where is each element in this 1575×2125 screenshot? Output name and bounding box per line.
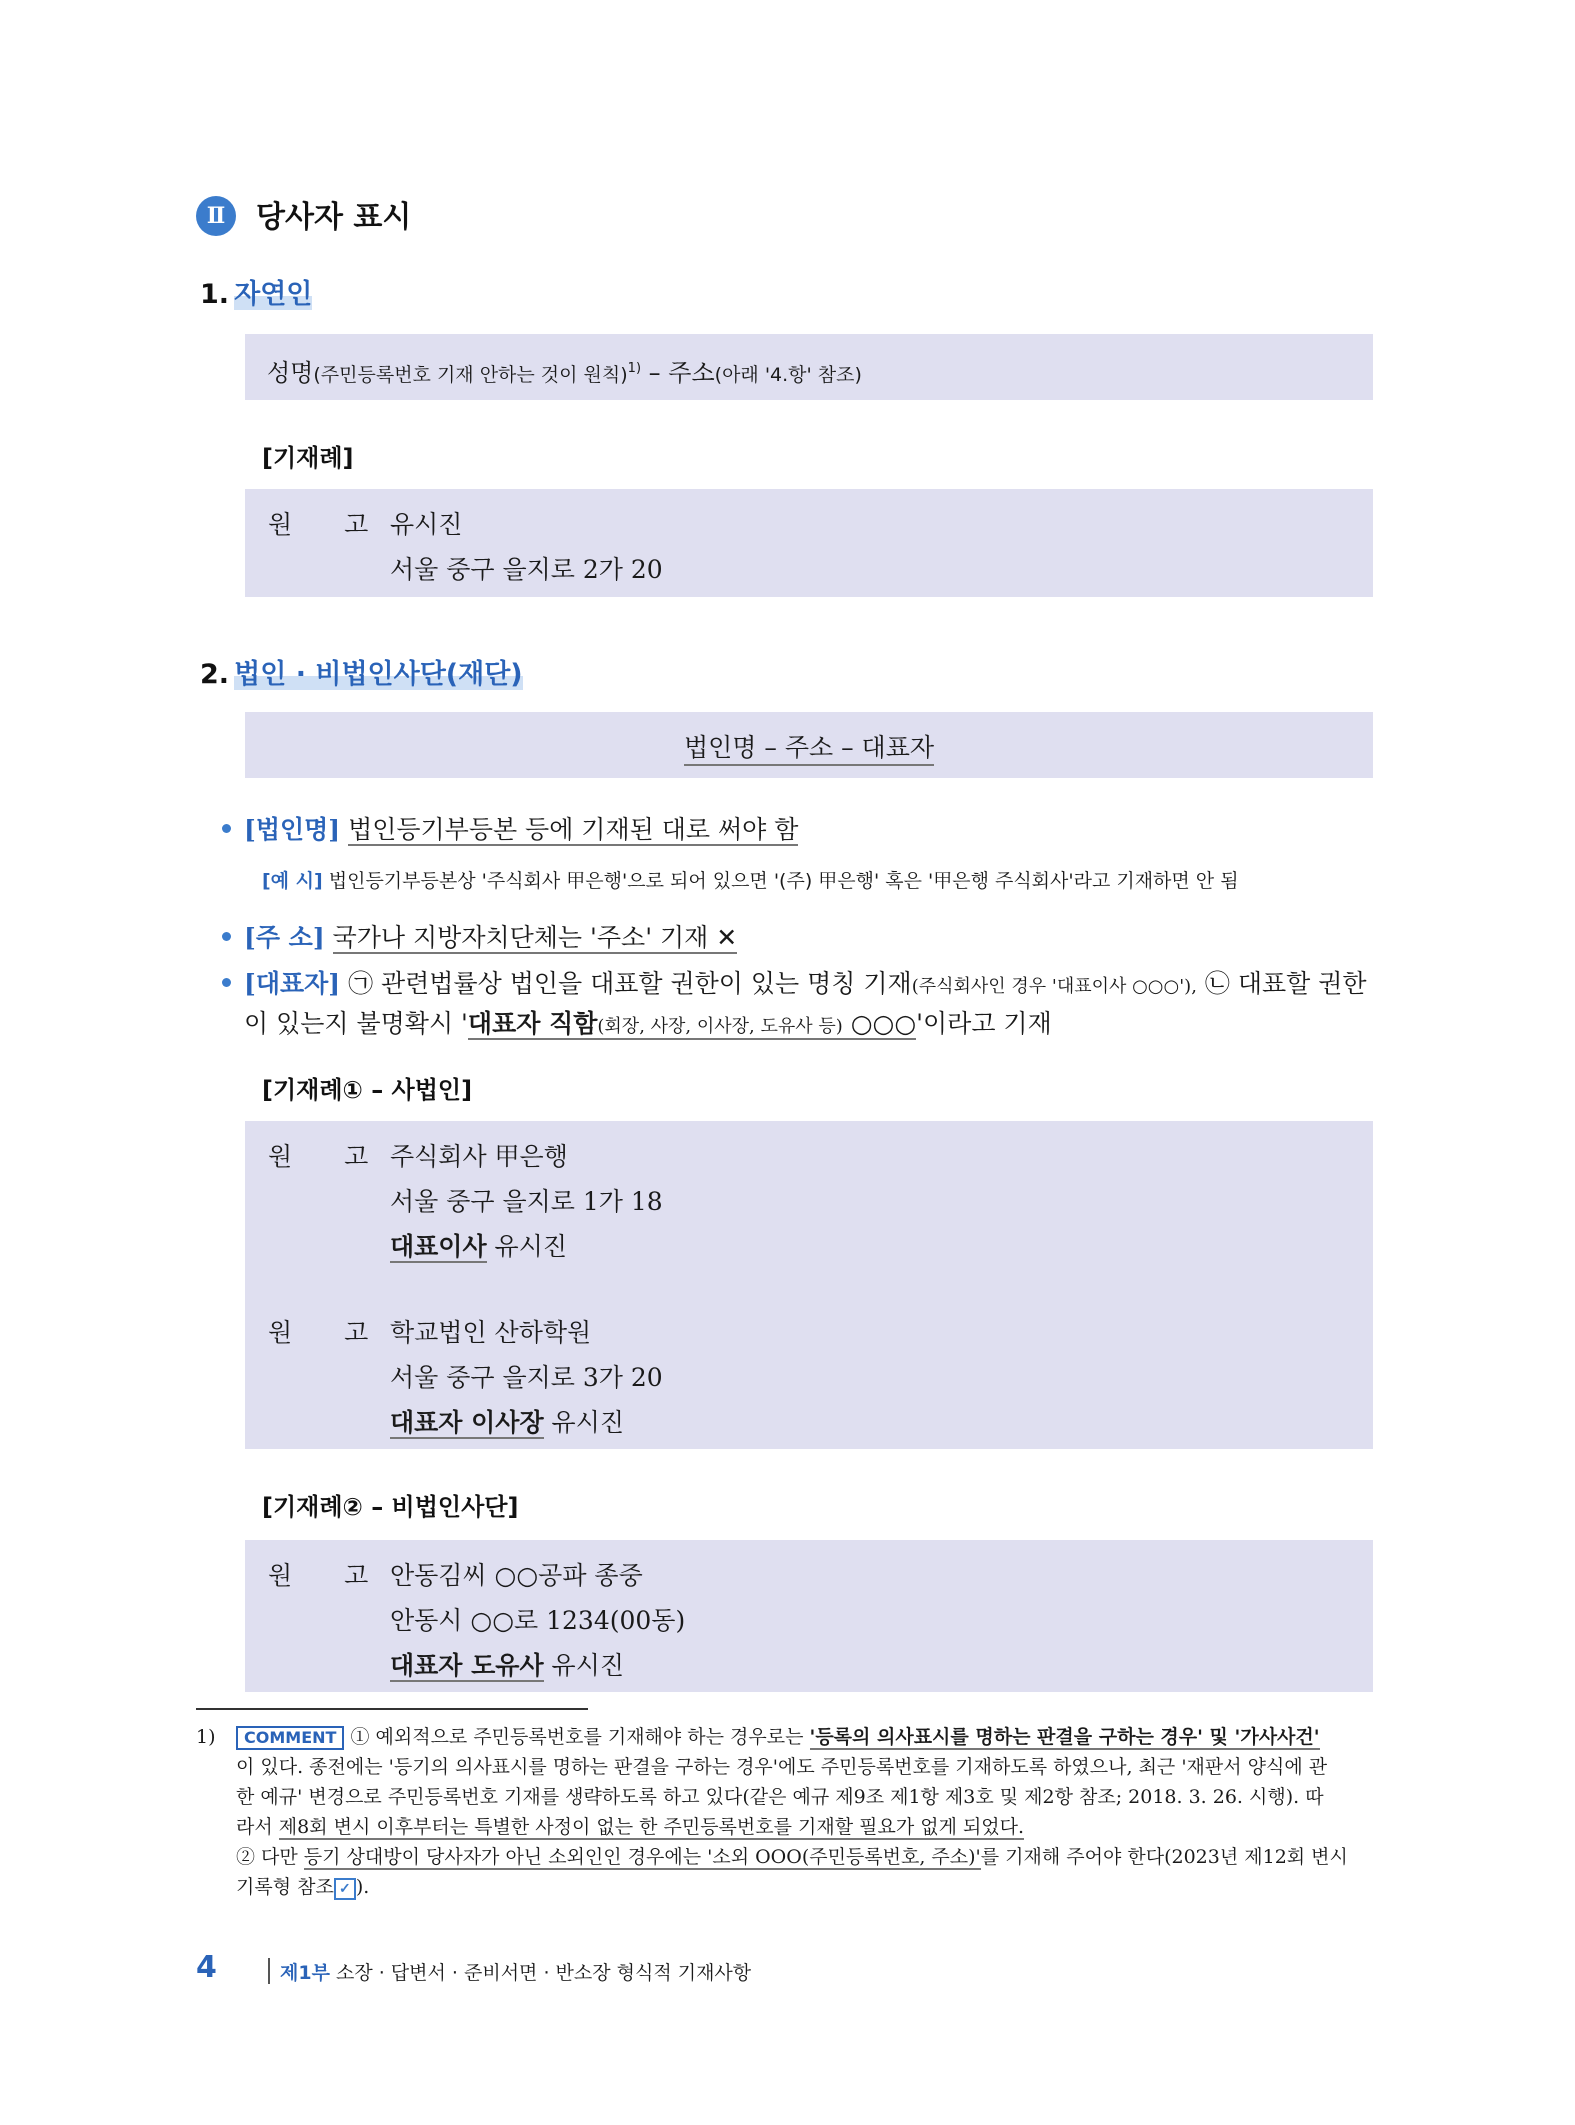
subsection-1-title: 자연인 bbox=[234, 279, 313, 310]
bullet-text: 국가나 지방자치단체는 '주소' 기재 ✕ bbox=[332, 923, 738, 952]
example-note-text: 법인등기부등본상 '주식회사 甲은행'으로 되어 있으면 '(주) 甲은행' 혹은 '甲은행 주식회사'라고 기재하면 안 됨 bbox=[328, 870, 1239, 892]
footnote-text-underlined: 등기 상대방이 당사자가 아닌 소외인인 경우에는 '소외 OOO(주민등록번호, 주소)' bbox=[303, 1846, 981, 1868]
example-2-name: 안동김씨 ○○공파 종중 bbox=[390, 1561, 643, 1590]
rep-title: 대표자 이사장 bbox=[390, 1408, 544, 1437]
footer-divider bbox=[268, 1958, 270, 1984]
section-badge: Ⅱ bbox=[196, 196, 236, 236]
example-1a-role: 원 고 bbox=[268, 1142, 391, 1171]
bullet-dot bbox=[222, 978, 231, 987]
bullet-text: 법인등기부등본 등에 기재된 대로 써야 함 bbox=[348, 815, 799, 844]
example-1-label: [기재례① – 사법인] bbox=[262, 1076, 473, 1104]
comment-tag: COMMENT bbox=[236, 1726, 344, 1750]
bullet-text-small: (주식회사인 경우 '대표이사 ○○○'), bbox=[911, 976, 1197, 997]
rep-title: 대표이사 bbox=[390, 1232, 487, 1261]
footnote-divider bbox=[196, 1708, 588, 1710]
bullet-text-end: '이라고 기재 bbox=[916, 1009, 1052, 1038]
bullet-dot bbox=[222, 824, 231, 833]
footnote-line bbox=[236, 1872, 1376, 1902]
footnote-line bbox=[236, 1842, 1376, 1872]
running-footer bbox=[280, 1958, 751, 1985]
rule-address-paren: (아래 '4.항' 참조) bbox=[714, 364, 862, 386]
bullet-text: ㉠ 관련법률상 법인을 대표할 권한이 있는 명칭 기재 bbox=[348, 969, 912, 998]
example-2-role: 원 고 bbox=[268, 1561, 391, 1590]
bullet-label: [주 소] bbox=[244, 923, 325, 952]
footnote-ref: 1) bbox=[627, 361, 642, 376]
bullet-text-end: ㉡ 대표할 권한 bbox=[1196, 969, 1367, 998]
example-2-address: 안동시 ○○로 1234(00동) bbox=[390, 1606, 686, 1635]
footnote-text: ① 예외적으로 주민등록번호를 기재해야 하는 경우로는 bbox=[350, 1726, 810, 1748]
page-number: 4 bbox=[196, 1950, 217, 1985]
example-note-label: [예 시] bbox=[262, 870, 323, 892]
formula-box bbox=[245, 712, 1373, 778]
rule-dash: – bbox=[641, 359, 669, 387]
footnote-number: 1) bbox=[196, 1726, 216, 1748]
footer-part: 제1부 bbox=[280, 1962, 330, 1984]
rule-name-paren: (주민등록번호 기재 안하는 것이 원칙) bbox=[313, 364, 628, 386]
rule-box-natural-person bbox=[245, 334, 1373, 400]
example-1a-name: 주식회사 甲은행 bbox=[390, 1142, 568, 1171]
footnote-text-underlined: 제8회 변시 이후부터는 특별한 사정이 없는 한 주민등록번호를 기재할 필요가 없게 되었다. bbox=[278, 1816, 1025, 1838]
section-title: 당사자 표시 bbox=[256, 200, 412, 235]
footnote-line bbox=[236, 1722, 1376, 1752]
example-1b-name: 학교법인 산하학원 bbox=[390, 1318, 592, 1347]
footnote-body bbox=[236, 1722, 1376, 1902]
subsection-2-heading bbox=[200, 652, 523, 691]
footnote-text: 기록형 참조 bbox=[236, 1876, 334, 1898]
footnote-line bbox=[236, 1812, 1376, 1842]
subsection-1-number: 1. bbox=[200, 279, 230, 310]
example-1a-representative bbox=[390, 1227, 567, 1263]
footnote-text: 를 기재해 주어야 한다(2023년 제12회 변시 bbox=[980, 1846, 1348, 1868]
footnote-text: ). bbox=[355, 1876, 370, 1898]
bullet-text-underlined bbox=[468, 1009, 916, 1040]
example-name: 유시진 bbox=[390, 510, 463, 539]
example-label: [기재례] bbox=[262, 444, 354, 472]
example-address: 서울 중구 을지로 2가 20 bbox=[390, 555, 663, 584]
example-role: 원 고 bbox=[268, 510, 391, 539]
rep-name: 유시진 bbox=[543, 1408, 625, 1437]
bullet-label: [대표자] bbox=[244, 969, 341, 998]
bullet-text: 이 있는지 불명확시 ' bbox=[244, 1009, 468, 1038]
example-2-representative bbox=[390, 1646, 624, 1682]
footnote-line: 한 예규' 변경으로 주민등록번호 기재를 생략하도록 하고 있다(같은 예규 제9조 제1항 제3호 및 제2항 참조; 2018. 3. 26. 시행). 따 bbox=[236, 1786, 1324, 1808]
footnote-line: 이 있다. 종전에는 '등기의 의사표시를 명하는 판결을 구하는 경우'에도 주민등록번호를 기재하도록 하였으나, 최근 '재판서 양식에 관 bbox=[236, 1756, 1328, 1778]
rep-title-text: 대표자 직함 bbox=[467, 1009, 598, 1038]
bullet-dot bbox=[222, 932, 231, 941]
footnote-text: 라서 bbox=[236, 1816, 279, 1838]
rule-address: 주소 bbox=[668, 359, 715, 387]
bullet-representative-line2 bbox=[244, 1004, 1052, 1040]
rep-name: 유시진 bbox=[543, 1651, 625, 1680]
example-note bbox=[262, 866, 1239, 893]
footnote-text-emphasis: '등록의 의사표시를 명하는 판결을 구하는 경우' 및 '가사사건' bbox=[809, 1726, 1320, 1748]
formula-text: 법인명 – 주소 – 대표자 bbox=[684, 728, 934, 766]
example-1b-address: 서울 중구 을지로 3가 20 bbox=[390, 1363, 663, 1392]
subsection-2-number: 2. bbox=[200, 659, 230, 690]
rep-name: 유시진 bbox=[486, 1232, 568, 1261]
example-2-label: [기재례② – 비법인사단] bbox=[262, 1493, 519, 1521]
bullet-corporate-name bbox=[244, 810, 798, 846]
footnote-text: ② 다만 bbox=[236, 1846, 304, 1868]
bullet-label: [법인명] bbox=[244, 815, 341, 844]
rep-title: 대표자 도유사 bbox=[390, 1651, 544, 1680]
example-1b-role: 원 고 bbox=[268, 1318, 391, 1347]
subsection-1-heading bbox=[200, 272, 312, 311]
bullet-representative-line1 bbox=[244, 964, 1367, 1000]
bullet-address bbox=[244, 918, 737, 954]
rule-name: 성명 bbox=[267, 359, 314, 387]
footer-title: 소장 · 답변서 · 준비서면 · 반소장 형식적 기재사항 bbox=[329, 1962, 752, 1984]
subsection-2-title: 법인 · 비법인사단(재단) bbox=[234, 659, 523, 690]
rule-text bbox=[267, 353, 862, 388]
checkmark-icon: ✓ bbox=[334, 1878, 356, 1900]
rep-title-examples: (회장, 사장, 이사장, 도유사 등) bbox=[597, 1016, 843, 1037]
example-1b-representative bbox=[390, 1403, 624, 1439]
rep-placeholder: ○○○ bbox=[842, 1009, 917, 1038]
example-1a-address: 서울 중구 을지로 1가 18 bbox=[390, 1187, 663, 1216]
